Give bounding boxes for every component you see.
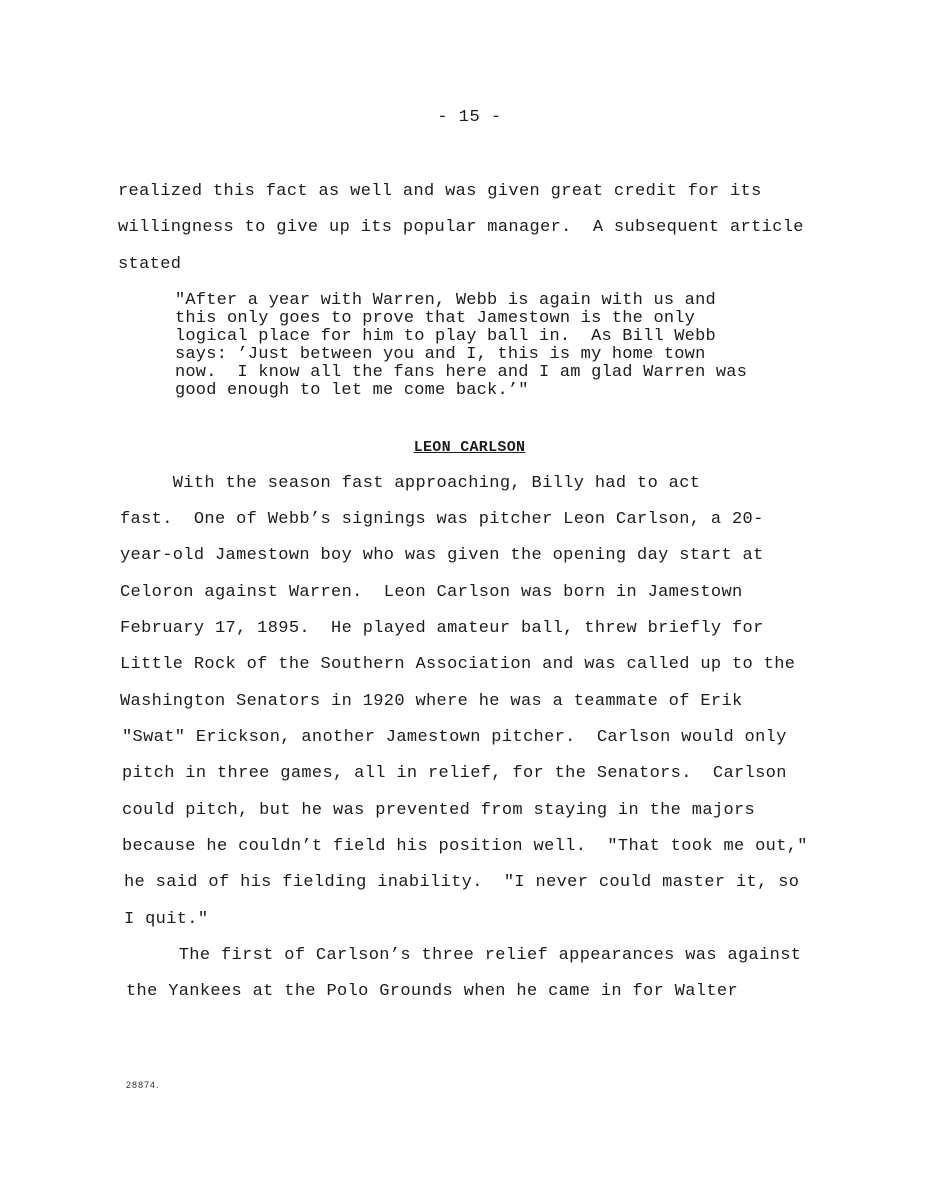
paragraph-1-line-1: With the season fast approaching, Billy had to act [120,474,701,493]
intro-line-2: willingness to give up its popular manager. A subsequent article [118,218,804,237]
paragraph-1-line-11: because he couldn’t field his position well. "That took me out," [122,837,808,856]
paragraph-1-line-12: he said of his fielding inability. "I never could master it, so [124,873,800,892]
paragraph-1-line-10: could pitch, but he was prevented from staying in the majors [122,801,756,820]
paragraph-1-line-3: year-old Jamestown boy who was given the opening day start at [120,546,764,565]
paragraph-1-line-9: pitch in three games, all in relief, for the Senators. Carlson [122,764,787,783]
paragraph-1-line-5: February 17, 1895. He played amateur ball, threw briefly for [120,619,764,638]
paragraph-1-line-4: Celoron against Warren. Leon Carlson was born in Jamestown [120,583,743,602]
document-id: 28874. [126,1080,160,1090]
quote-line-6: good enough to let me come back.’" [175,381,529,400]
paragraph-1-line-2: fast. One of Webb’s signings was pitcher Leon Carlson, a 20- [120,510,764,529]
quote-line-3: logical place for him to play ball in. As Bill Webb [175,327,716,346]
paragraph-1-line-7: Washington Senators in 1920 where he was a teammate of Erik [120,692,743,711]
paragraph-1-line-13: I quit." [124,910,209,929]
quote-line-1: "After a year with Warren, Webb is again with us and [175,291,716,310]
quote-line-4: says: ’Just between you and I, this is my home town [175,345,706,364]
paragraph-2-line-2: the Yankees at the Polo Grounds when he came in for Walter [126,982,738,1001]
page-number: - 15 - [437,108,502,127]
paragraph-1-line-8: "Swat" Erickson, another Jamestown pitcher. Carlson would only [122,728,787,747]
quote-line-2: this only goes to prove that Jamestown is the only [175,309,696,328]
intro-line-1: realized this fact as well and was given great credit for its [118,182,762,201]
intro-line-3: stated [118,255,182,274]
paragraph-1-line-6: Little Rock of the Southern Association and was called up to the [120,655,796,674]
section-heading: LEON CARLSON [413,439,526,456]
paragraph-2-line-1: The first of Carlson’s three relief appearances was against [126,946,802,965]
quote-line-5: now. I know all the fans here and I am glad Warren was [175,363,748,382]
